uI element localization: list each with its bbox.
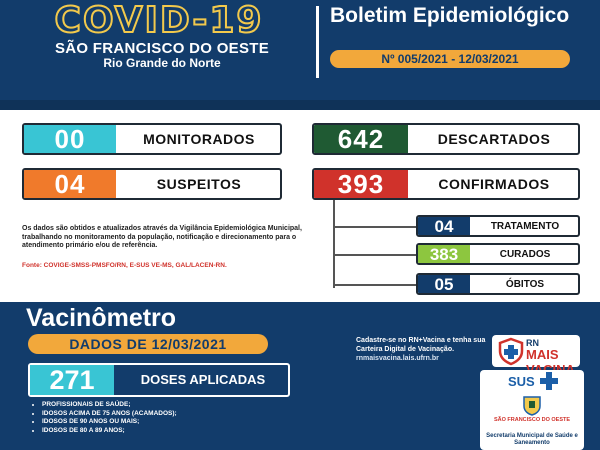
bulletin-number-badge: Nº 005/2021 - 12/03/2021 — [330, 50, 570, 68]
cadastro-link[interactable]: rnmaisvacina.lais.ufrn.br — [356, 355, 439, 362]
prefeitura-name: SÃO FRANCISCO DO OESTE — [493, 417, 571, 423]
cadastro-text: Cadastre-se no RN+Vacina e tenha sua Carteira Digital de Vacinação. — [356, 337, 486, 353]
header-divider — [316, 6, 319, 78]
tratamento-label: TRATAMENTO — [490, 221, 560, 232]
descartados-card — [312, 123, 580, 155]
covid-title: COVID-19 — [54, 0, 264, 41]
secretaria-name: Secretaria Municipal de Saúde e Saneamento — [486, 433, 578, 446]
priority-groups-list — [32, 401, 292, 435]
rn-logo-line1: RN — [526, 338, 539, 348]
confirmados-label: CONFIRMADOS — [438, 176, 550, 192]
monitorados-value: 00 — [24, 125, 116, 153]
breakdown-connector — [333, 200, 335, 288]
header-strip — [0, 100, 600, 110]
connector-obitos — [333, 284, 418, 286]
descartados-value: 642 — [314, 125, 408, 153]
city-name: SÃO FRANCISCO DO OESTE — [54, 40, 270, 57]
vaccine-shield-icon — [496, 336, 526, 366]
state-name: Rio Grande do Norte — [103, 56, 221, 70]
connector-curados — [333, 254, 418, 256]
obitos-value: 05 — [418, 275, 470, 293]
doses-label: DOSES APLICADAS — [140, 372, 266, 387]
list-item: • IDOSOS DE 80 A 89 ANOS; — [42, 427, 292, 436]
rn-logo-line2: MAIS — [526, 347, 559, 362]
obitos-label: ÓBITOS — [505, 279, 545, 290]
data-source: Fonte: COVIGE-SMSS-PMSFO/RN, E-SUS VE-MS, GAL/LACEN-RN. — [22, 262, 227, 269]
monitorados-label: MONITORADOS — [143, 131, 255, 147]
connector-tratamento — [333, 226, 418, 228]
curados-label: CURADOS — [499, 249, 551, 260]
tratamento-card — [416, 215, 580, 237]
curados-value: 383 — [418, 245, 470, 263]
list-item: • IDOSOS ACIMA DE 75 ANOS (ACAMADOS); — [42, 410, 292, 419]
suspeitos-label: SUSPEITOS — [156, 176, 242, 192]
sus-logo-text: SUS — [508, 374, 535, 389]
doses-value: 271 — [30, 365, 114, 395]
coat-of-arms-icon — [521, 394, 543, 416]
bulletin-title: Boletim Epidemiológico — [330, 4, 570, 27]
data-note: Os dados são obtidos e atualizados através da Vigilância Epidemiológica Municipal, trabalhando no monitoramento da população, notificação e direcionamento para o atendimento primário e/ou de referência. — [22, 225, 302, 249]
suspeitos-card — [22, 168, 282, 200]
list-item: • IDOSOS DE 90 ANOS OU MAIS; — [42, 418, 292, 427]
list-item: • PROFISSIONAIS DE SAÚDE; — [42, 401, 292, 410]
descartados-label: DESCARTADOS — [437, 131, 551, 147]
vaccine-title: Vacinômetro — [26, 304, 177, 332]
vaccine-date-badge: DADOS DE 12/03/2021 — [28, 334, 268, 354]
confirmados-value: 393 — [314, 170, 408, 198]
tratamento-value: 04 — [418, 217, 470, 235]
suspeitos-value: 04 — [24, 170, 116, 198]
confirmados-card — [312, 168, 580, 200]
monitorados-card — [22, 123, 282, 155]
obitos-card — [416, 273, 580, 295]
sus-cross-icon — [540, 372, 558, 390]
curados-card — [416, 243, 580, 265]
